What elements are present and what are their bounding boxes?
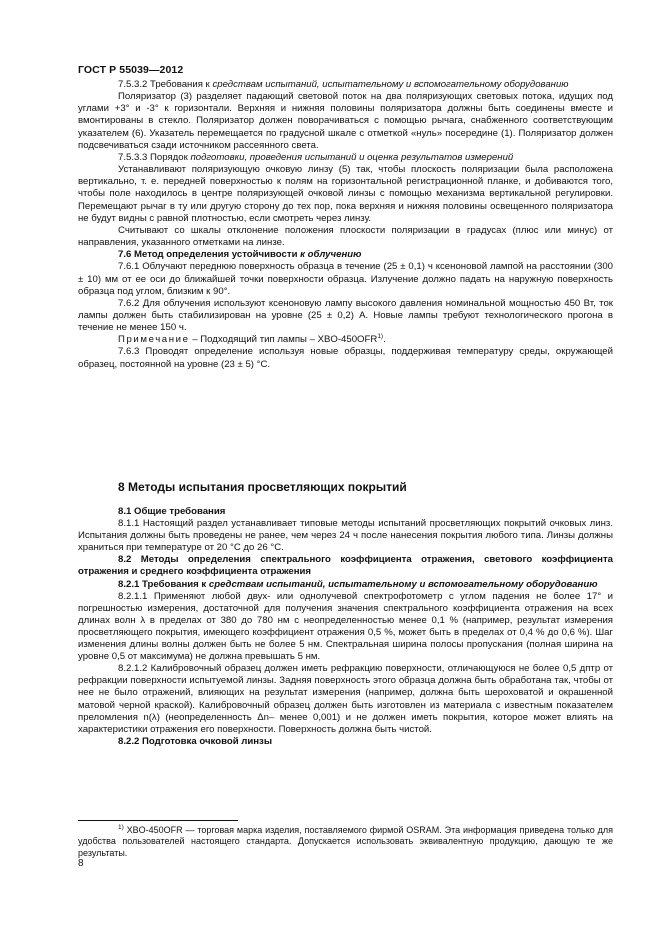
heading-8-2: 8.2 Методы определения спектрального коэффициента отражения, светового коэффициента отражения и среднего коэффициента отражения <box>78 554 613 578</box>
paragraph-8-2-1-1: 8.2.1.1 Применяют любой двух- или однолучевой спектрофотометр с углом падения не более 17° и погрешностью измерения, достаточной для получения значения спектрального коэффициента отражения на всех длинах волн λ в пределах от 380 до 780 нм с неопределенностью менее 0,1 % (например, результат измерения просветляющего покрытия, имеющего коэффициент отражения 0,5 %, может быть в пределах от 0,4 % до 0,6 %). Шаг изменения длины волны должен быть не более 5 нм. Спектральная ширина полосы пропускания (полная ширина на уровне 0,5 от максимума) не должна превышать 5 нм. <box>78 590 613 663</box>
paragraph-7-5-3-3: 7.5.3.3 Порядок подготовки, проведения испытаний и оценка результатов измерений <box>118 151 514 163</box>
heading-8-2-1: 8.2.1 Требования к средствам испытаний, испытательному и вспомогательному оборудованию <box>118 578 598 590</box>
paragraph-reading: Считывают со шкалы отклонение положения плоскости поляризации в градусах (плюс или минус) от направления, указанного отметками на линзе. <box>78 224 613 249</box>
paragraph-7-6-2: 7.6.2 Для облучения используют ксеноновую лампу высокого давления номинальной мощностью 450 Вт, ток лампы должен быть стабилизирован на уровне (25 ± 0,2) А. Новые лампы требуют технологического прогона в течение не менее 150 ч. <box>78 297 613 334</box>
footnote: $^{1)}$ XBO-450OFR — торговая марка изделия, поставляемого фирмой OSRAM. Эта информация приведена только для удобства пользователей настоящего стандарта. Допускается использовать эквивалентную продукцию, дающую те же результаты. <box>78 824 613 858</box>
note: Примечание – Подходящий тип лампы – XBO-450OFR$^{1)}$. <box>118 333 386 346</box>
paragraph-8-2-1-2: 8.2.1.2 Калибровочный образец должен иметь рефракцию поверхности, отличающуюся не более 0,5 дптр от рефракции поверхности испытуемой линзы. Задняя поверхность этого образца должна быть обработана так, чтобы от нее не было отражений, влияющих на результат измерения (например, должна быть шероховатой и окрашенной матовой черной краской). Калибровочный образец должен быть изготовлен из материала с известным показателем преломления n(λ) (неопределенность Δn– менее 0,001) и не должен иметь покрытия, которое может влиять на характеристики отражения его поверхности. Поверхность должна быть чистой. <box>78 663 613 735</box>
page-number: 8 <box>78 858 84 869</box>
heading-8-2-2: 8.2.2 Подготовка очковой линзы <box>118 735 273 747</box>
section-8-text <box>78 506 613 748</box>
heading-7-6: 7.6 Метод определения устойчивости к облучению <box>118 249 362 261</box>
heading-8-1: 8.1 Общие требования <box>118 506 226 517</box>
standard-header: ГОСТ Р 55039—2012 <box>78 64 184 76</box>
paragraph-setup: Устанавливают поляризующую очковую линзу (5) так, чтобы плоскость поляризации была расположена вертикально, т. е. передней поверхностью к полям на горизонтальной регистрационной планке, и добиваются того, чтобы поле находилось в центре поляризующей очковой линзы с помощью механизма вертикальной регулировки. Перемещают рычаг в ту или другую сторону до тех пор, пока верхняя и нижняя половины освещенного поляризатора не будут видны с равной плотностью, если смотреть через линзу. <box>78 164 613 224</box>
paragraph-7-5-3-2: 7.5.3.2 Требования к средствам испытаний, испытательному и вспомогательному оборудованию <box>118 79 569 90</box>
section-7-text <box>78 79 613 371</box>
paragraph-8-1-1: 8.1.1 Настоящий раздел устанавливает типовые методы испытаний просветляющих покрытий очковых линз. Испытания должны быть проведены не ранее, чем через 24 ч после нанесения покрытия любого типа. Линзы должны храниться при температуре от 20 °С до 26 °С. <box>78 518 613 554</box>
paragraph-7-6-1: 7.6.1 Облучают переднюю поверхность образца в течение (25 ± 0,1) ч ксеноновой лампой на расстоянии (300 ± 10) мм от ее оси до ближайшей точки поверхности образца. Излучение должно падать на наружную поверхность образца под углом, близким к 90°. <box>78 261 613 297</box>
section-8-title: 8 Методы испытания просветляющих покрытий <box>118 480 407 494</box>
paragraph-polarizer: Поляризатор (3) разделяет падающий световой поток на два поляризующих световых потока, идущих под углами +3° и -3° к горизонтали. Верхняя и нижняя половины поляризатора должны быть соединены вместе и вмонтированы в стекло. Поляризатор должен поворачиваться с помощью рычага, снабженного соответствующим указателем (6). Указатель перемещается по градусной шкале с отметкой «нуль» посередине (1). Поляризатор должен подсвечиваться сзади источником рассеянного света. <box>78 91 613 151</box>
footnote-divider <box>78 820 238 821</box>
paragraph-7-6-3: 7.6.3 Проводят определение используя новые образцы, поддерживая температуру среды, окружающей образец, постоянной на уровне (23 ± 5) °С. <box>78 346 613 370</box>
